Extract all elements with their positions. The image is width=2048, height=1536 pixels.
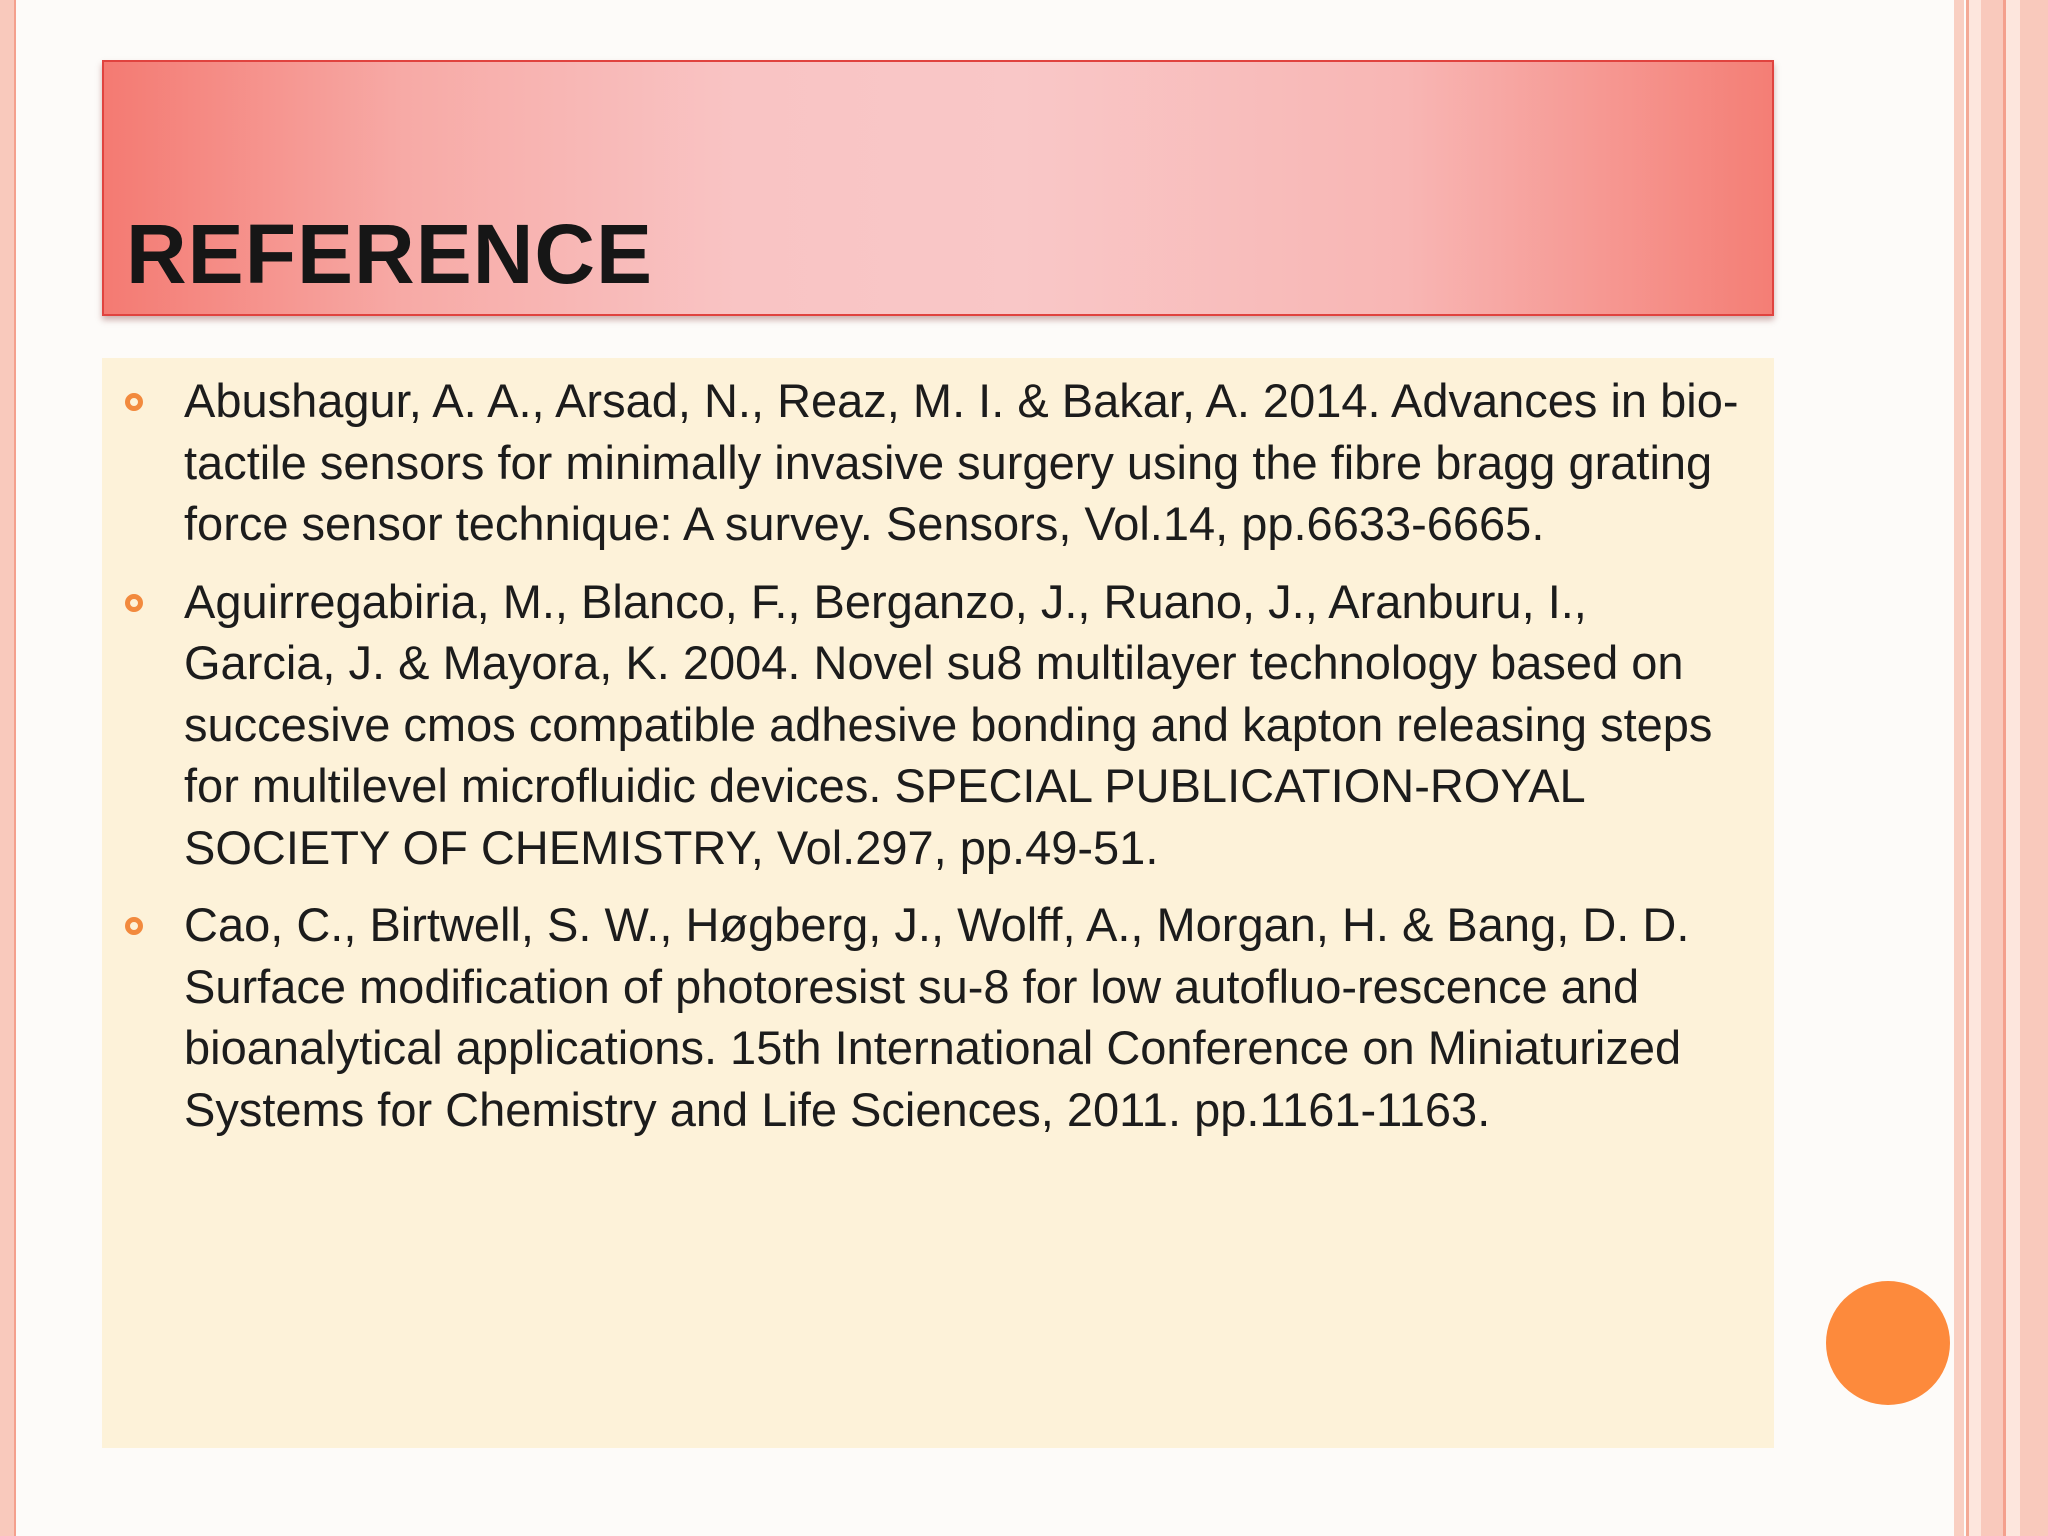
reference-item <box>102 894 1774 1140</box>
circle-bullet-icon <box>125 393 143 411</box>
title-banner <box>102 60 1774 316</box>
right-border-stripe <box>1954 0 1964 1536</box>
circle-bullet-icon <box>125 594 143 612</box>
right-border-stripe <box>2006 0 2020 1536</box>
reference-item <box>102 370 1774 555</box>
reference-text: Abushagur, A. A., Arsad, N., Reaz, M. I. & Bakar, A. 2014. Advances in bio-tactile sensors for minimally invasive surgery using the fibre bragg grating force sensor technique: A survey. Sensors, Vol.14, pp.6633-6665. <box>184 374 1739 550</box>
right-border-stripe <box>1969 0 1981 1536</box>
slide-title: REFERENCE <box>126 207 654 301</box>
right-border-stripe <box>1981 0 2003 1536</box>
left-border-band <box>0 0 14 1536</box>
right-border-stripe <box>2020 0 2048 1536</box>
left-border-line <box>14 0 16 1536</box>
reference-item <box>102 571 1774 879</box>
reference-text: Cao, C., Birtwell, S. W., Høgberg, J., Wolff, A., Morgan, H. & Bang, D. D. Surface modification of photoresist su-8 for low autofluo-rescence and bioanalytical applications. 15th International Conference on Miniaturized Systems for Chemistry and Life Sciences, 2011. pp.1161-1163. <box>184 898 1690 1136</box>
reference-text: Aguirregabiria, M., Blanco, F., Berganzo, J., Ruano, J., Aranburu, I., Garcia, J. & Mayora, K. 2004. Novel su8 multilayer technology based on succesive cmos compatible adhesive bonding and kapton releasing steps for multilevel microfluidic devices. SPECIAL PUBLICATION-ROYAL SOCIETY OF CHEMISTRY, Vol.297, pp.49-51. <box>184 574 1713 874</box>
decorative-orange-circle <box>1826 1281 1950 1405</box>
reference-content-box <box>102 358 1774 1448</box>
circle-bullet-icon <box>125 917 143 935</box>
reference-list <box>102 370 1774 1156</box>
